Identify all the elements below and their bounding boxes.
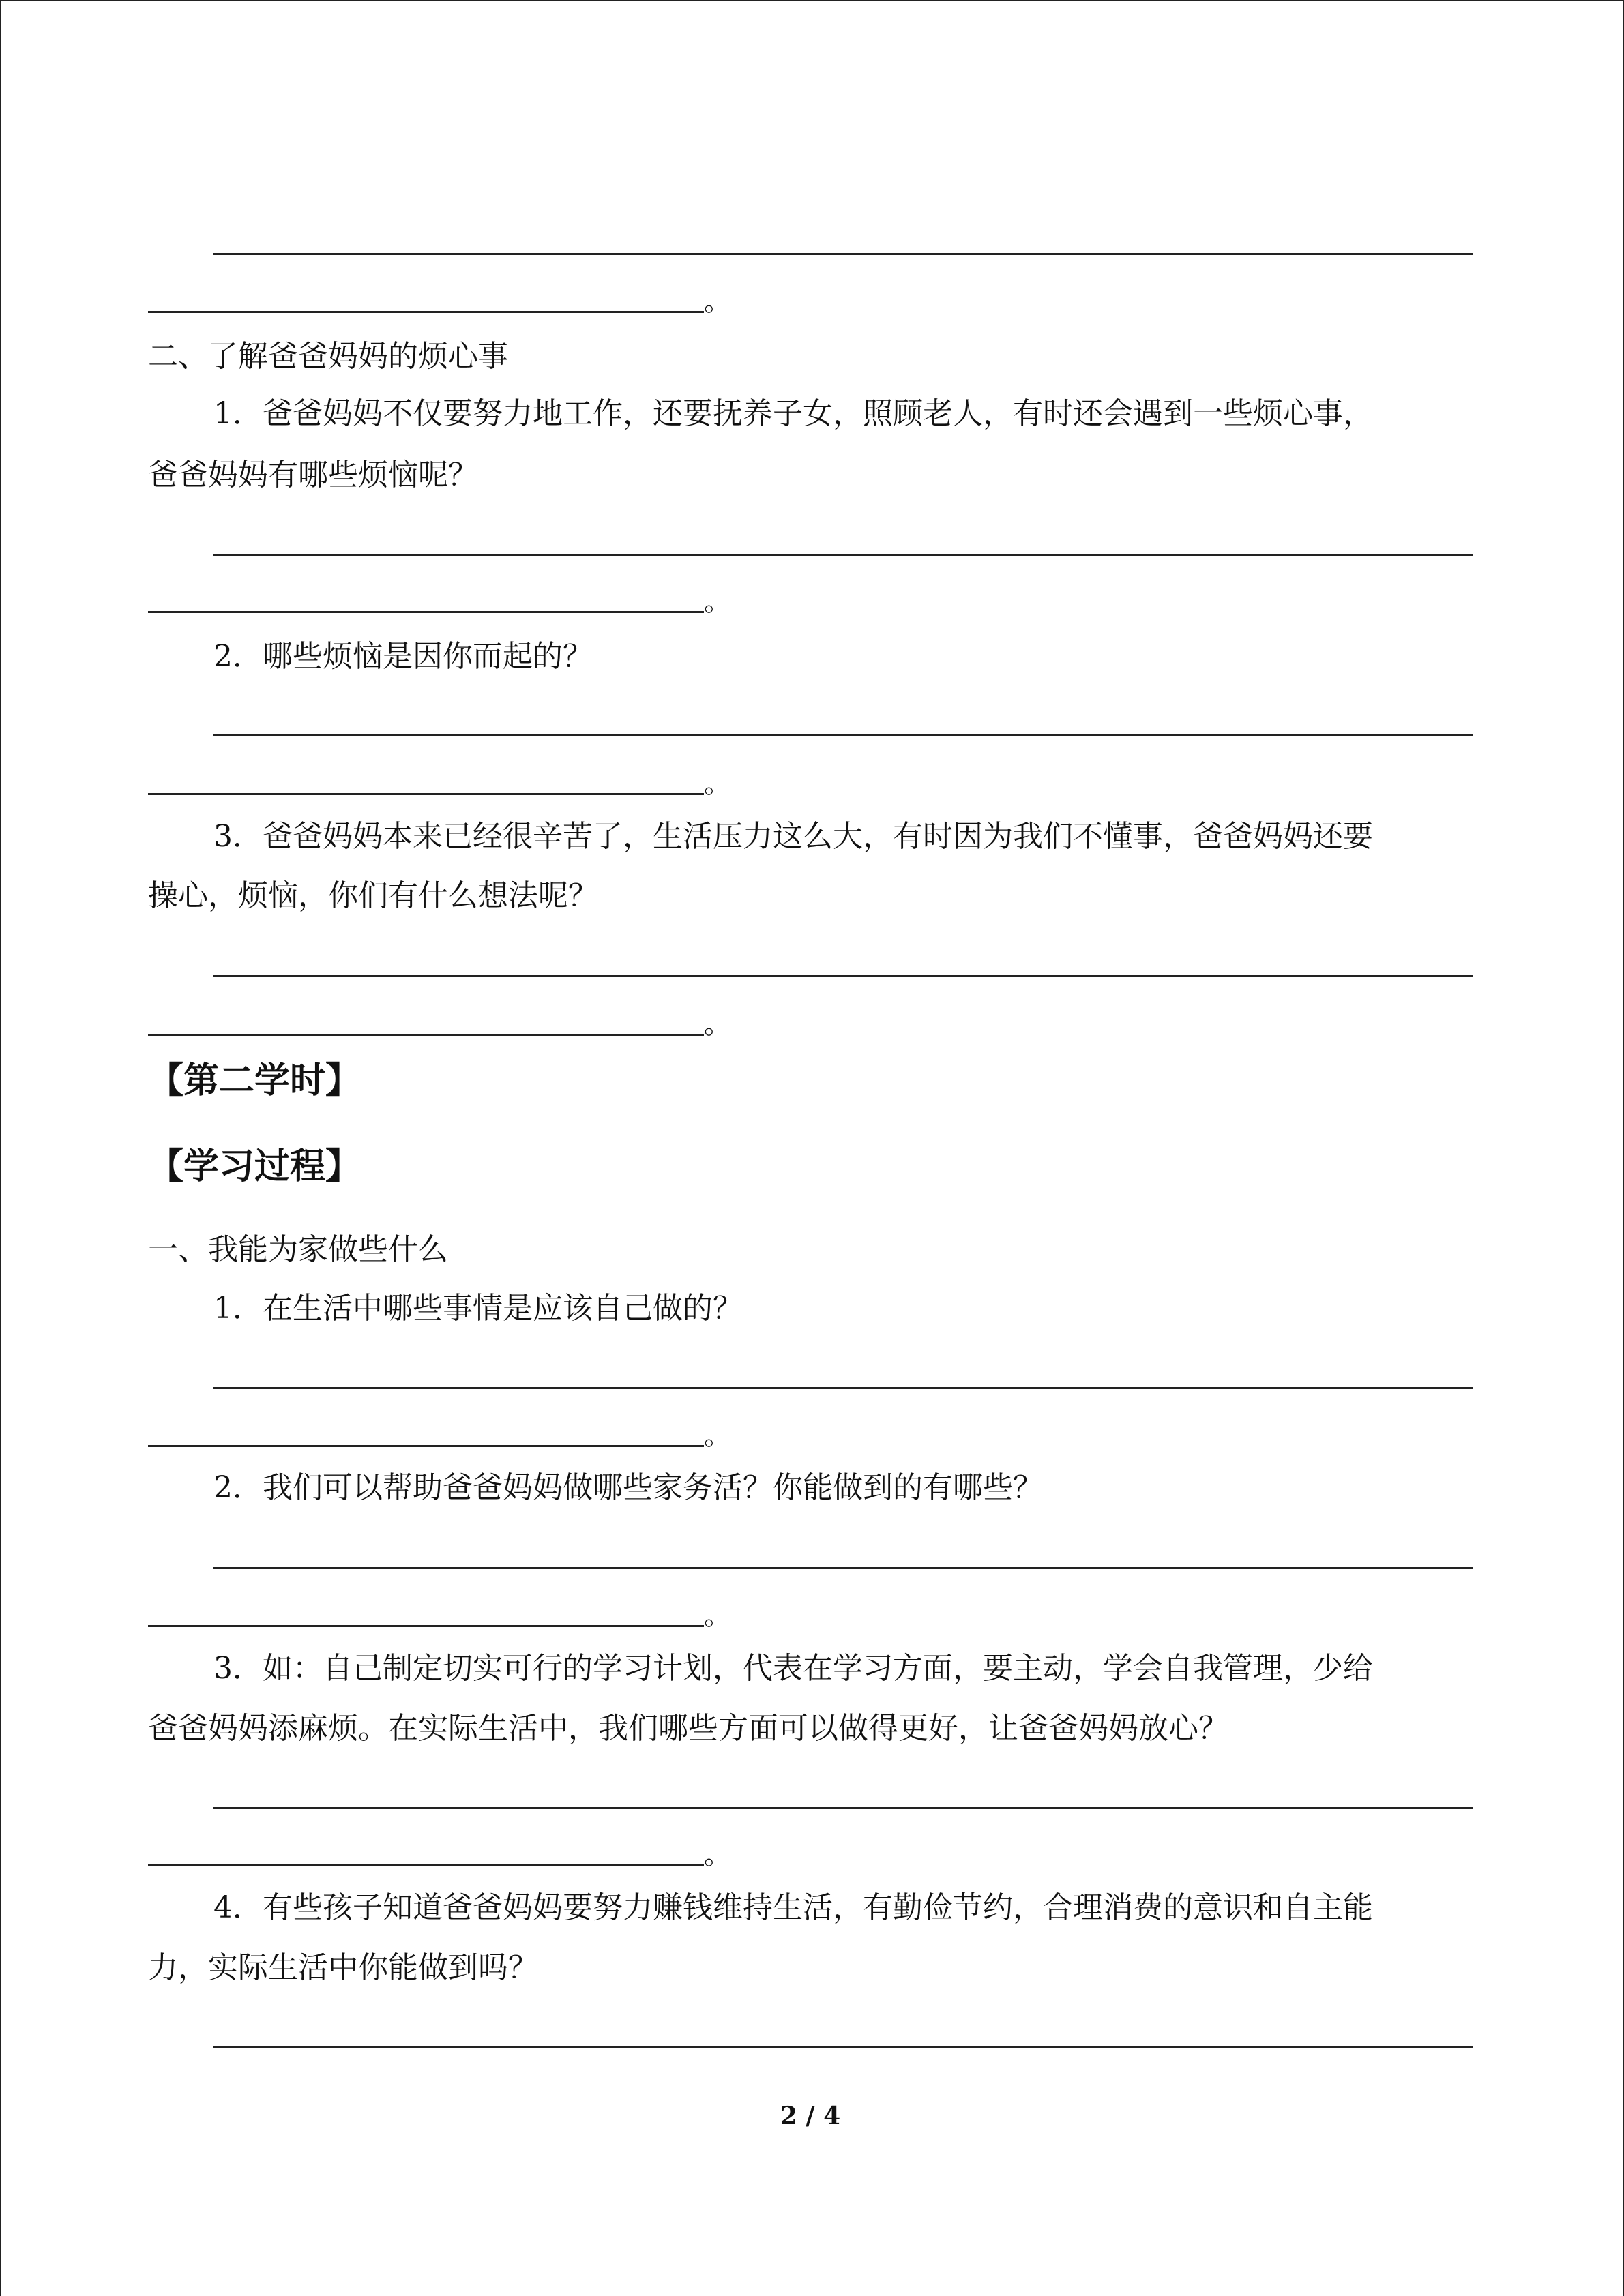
answer-end-mark: 。 xyxy=(704,1009,731,1040)
question-text: 3．爸爸妈妈本来已经很辛苦了，生活压力这么大，有时因为我们不懂事，爸爸妈妈还要 xyxy=(213,819,1373,854)
answer-line[interactable] xyxy=(213,253,1473,255)
answer-line[interactable] xyxy=(148,1445,704,1447)
question-text: 1．爸爸妈妈不仅要努力地工作，还要抚养子女，照顾老人，有时还会遇到一些烦心事， xyxy=(213,396,1373,431)
lesson-title: 【第二学时】 xyxy=(148,1060,361,1101)
answer-line[interactable] xyxy=(148,1864,704,1866)
answer-line[interactable] xyxy=(213,2046,1473,2048)
answer-end-mark: 。 xyxy=(704,586,731,617)
answer-line[interactable] xyxy=(148,793,704,795)
answer-line[interactable] xyxy=(213,734,1473,736)
question-text: 2．我们可以帮助爸爸妈妈做哪些家务活？你能做到的有哪些？ xyxy=(213,1470,1043,1505)
page-number: 2 / 4 xyxy=(780,2102,841,2130)
answer-line[interactable] xyxy=(213,1807,1473,1809)
question-text: 爸爸妈妈有哪些烦恼呢？ xyxy=(148,458,478,492)
question-text: 4．有些孩子知道爸爸妈妈要努力赚钱维持生活，有勤俭节约，合理消费的意识和自主能 xyxy=(213,1890,1373,1925)
answer-end-mark: 。 xyxy=(704,1420,731,1451)
section-heading: 一、我能为家做些什么 xyxy=(148,1232,448,1267)
answer-line[interactable] xyxy=(148,311,704,313)
answer-end-mark: 。 xyxy=(704,286,731,317)
process-title: 【学习过程】 xyxy=(148,1146,361,1187)
answer-line[interactable] xyxy=(148,1034,704,1036)
answer-line[interactable] xyxy=(213,1567,1473,1569)
answer-line[interactable] xyxy=(148,1625,704,1627)
answer-line[interactable] xyxy=(148,611,704,613)
worksheet-page xyxy=(148,0,1473,2296)
section-heading: 二、了解爸爸妈妈的烦心事 xyxy=(148,339,508,374)
question-text: 3．如：自己制定切实可行的学习计划，代表在学习方面，要主动，学会自我管理，少给 xyxy=(213,1651,1373,1686)
question-text: 1．在生活中哪些事情是应该自己做的？ xyxy=(213,1291,743,1326)
answer-line[interactable] xyxy=(213,1387,1473,1389)
answer-line[interactable] xyxy=(213,554,1473,556)
question-text: 力，实际生活中你能做到吗？ xyxy=(148,1950,538,1985)
question-text: 2．哪些烦恼是因你而起的？ xyxy=(213,639,593,674)
question-text: 爸爸妈妈添麻烦。在实际生活中，我们哪些方面可以做得更好，让爸爸妈妈放心？ xyxy=(148,1711,1228,1746)
answer-end-mark: 。 xyxy=(704,1600,731,1631)
answer-end-mark: 。 xyxy=(704,768,731,799)
question-text: 操心，烦恼，你们有什么想法呢？ xyxy=(148,878,598,913)
answer-end-mark: 。 xyxy=(704,1839,731,1870)
answer-line[interactable] xyxy=(213,975,1473,977)
